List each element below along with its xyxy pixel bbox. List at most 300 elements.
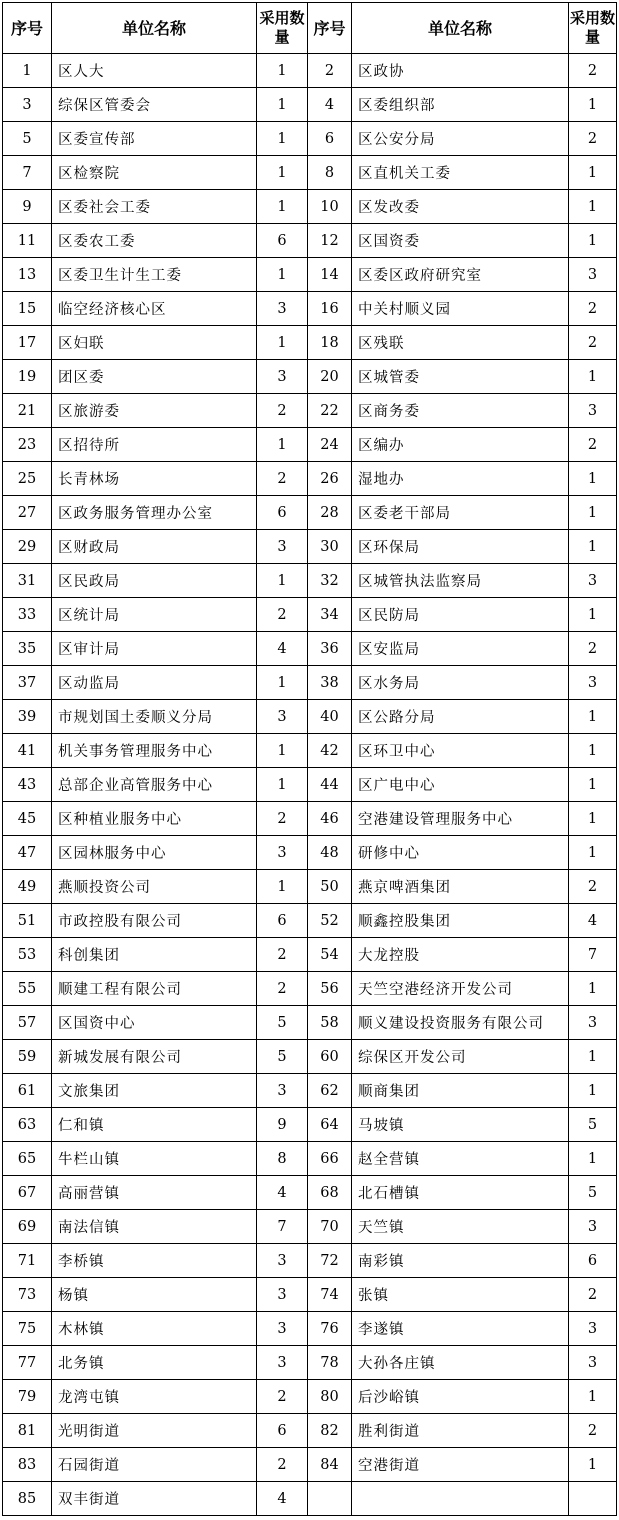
quantity-cell-left: 1	[257, 88, 308, 122]
quantity-cell-right: 3	[569, 666, 617, 700]
serial-cell-left: 41	[3, 734, 52, 768]
quantity-cell-left: 3	[257, 530, 308, 564]
unit-name-cell-right: 区环保局	[352, 530, 569, 564]
quantity-cell-right: 1	[569, 1448, 617, 1482]
quantity-cell-left: 2	[257, 462, 308, 496]
quantity-cell-right: 1	[569, 734, 617, 768]
serial-cell-left: 47	[3, 836, 52, 870]
quantity-cell-right: 2	[569, 292, 617, 326]
serial-cell-left: 29	[3, 530, 52, 564]
unit-adoption-table	[2, 2, 617, 1516]
quantity-cell-left: 1	[257, 54, 308, 88]
unit-name-cell-left: 区种植业服务中心	[52, 802, 257, 836]
quantity-cell-left: 3	[257, 1312, 308, 1346]
quantity-cell-right	[569, 1482, 617, 1516]
unit-name-cell-left: 区委卫生计生工委	[52, 258, 257, 292]
quantity-cell-right: 1	[569, 156, 617, 190]
table-row	[3, 1482, 617, 1516]
quantity-cell-right: 3	[569, 394, 617, 428]
unit-name-cell-left: 杨镇	[52, 1278, 257, 1312]
serial-cell-left: 27	[3, 496, 52, 530]
table-row	[3, 904, 617, 938]
unit-name-cell-right: 中关村顺义园	[352, 292, 569, 326]
quantity-cell-left: 4	[257, 1176, 308, 1210]
unit-name-cell-left: 区委宣传部	[52, 122, 257, 156]
unit-name-cell-right: 大龙控股	[352, 938, 569, 972]
unit-name-cell-left: 区统计局	[52, 598, 257, 632]
unit-name-cell-right: 区城管委	[352, 360, 569, 394]
unit-name-cell-right: 区环卫中心	[352, 734, 569, 768]
quantity-cell-right: 1	[569, 190, 617, 224]
unit-name-cell-right: 区安监局	[352, 632, 569, 666]
unit-name-cell-left: 市政控股有限公司	[52, 904, 257, 938]
unit-name-cell-left: 龙湾屯镇	[52, 1380, 257, 1414]
serial-cell-left: 23	[3, 428, 52, 462]
serial-cell-right: 52	[308, 904, 352, 938]
unit-name-cell-left: 区妇联	[52, 326, 257, 360]
serial-cell-left: 37	[3, 666, 52, 700]
unit-name-cell-left: 临空经济核心区	[52, 292, 257, 326]
quantity-cell-left: 6	[257, 496, 308, 530]
serial-cell-right: 28	[308, 496, 352, 530]
serial-cell-left: 33	[3, 598, 52, 632]
quantity-cell-right: 1	[569, 1040, 617, 1074]
unit-name-cell-right: 区公路分局	[352, 700, 569, 734]
serial-cell-right: 82	[308, 1414, 352, 1448]
unit-name-cell-left: 光明街道	[52, 1414, 257, 1448]
quantity-cell-left: 4	[257, 632, 308, 666]
quantity-cell-right: 5	[569, 1108, 617, 1142]
unit-name-cell-left: 燕顺投资公司	[52, 870, 257, 904]
table-row	[3, 1278, 617, 1312]
serial-cell-left: 57	[3, 1006, 52, 1040]
serial-cell-left: 67	[3, 1176, 52, 1210]
unit-name-cell-right: 张镇	[352, 1278, 569, 1312]
unit-name-cell-right: 区国资委	[352, 224, 569, 258]
unit-name-cell-right: 区政协	[352, 54, 569, 88]
serial-cell-right: 56	[308, 972, 352, 1006]
quantity-cell-left: 3	[257, 700, 308, 734]
table-row	[3, 1108, 617, 1142]
unit-name-cell-left: 区审计局	[52, 632, 257, 666]
unit-name-cell-left: 北务镇	[52, 1346, 257, 1380]
unit-name-cell-right: 顺义建设投资服务有限公司	[352, 1006, 569, 1040]
unit-name-cell-right: 顺鑫控股集团	[352, 904, 569, 938]
serial-cell-left: 1	[3, 54, 52, 88]
unit-name-cell-left: 高丽营镇	[52, 1176, 257, 1210]
unit-name-cell-left: 南法信镇	[52, 1210, 257, 1244]
serial-cell-right: 48	[308, 836, 352, 870]
serial-cell-left: 77	[3, 1346, 52, 1380]
quantity-cell-left: 2	[257, 972, 308, 1006]
quantity-cell-left: 1	[257, 564, 308, 598]
serial-cell-left: 85	[3, 1482, 52, 1516]
quantity-cell-right: 1	[569, 224, 617, 258]
table-row	[3, 1210, 617, 1244]
serial-cell-left: 9	[3, 190, 52, 224]
serial-cell-right: 46	[308, 802, 352, 836]
unit-name-cell-left: 区委农工委	[52, 224, 257, 258]
serial-cell-right: 22	[308, 394, 352, 428]
serial-cell-right: 58	[308, 1006, 352, 1040]
serial-cell-left: 7	[3, 156, 52, 190]
unit-name-cell-left: 区动监局	[52, 666, 257, 700]
quantity-cell-left: 3	[257, 1278, 308, 1312]
unit-name-cell-left: 区政务服务管理办公室	[52, 496, 257, 530]
unit-name-cell-left: 区检察院	[52, 156, 257, 190]
unit-name-cell-right: 综保区开发公司	[352, 1040, 569, 1074]
serial-cell-left: 61	[3, 1074, 52, 1108]
unit-name-cell-left: 仁和镇	[52, 1108, 257, 1142]
quantity-cell-left: 3	[257, 1074, 308, 1108]
quantity-cell-right: 3	[569, 1346, 617, 1380]
serial-cell-left: 31	[3, 564, 52, 598]
table-row	[3, 258, 617, 292]
quantity-cell-right: 1	[569, 462, 617, 496]
unit-name-cell-right: 大孙各庄镇	[352, 1346, 569, 1380]
table-row	[3, 224, 617, 258]
table-row	[3, 700, 617, 734]
serial-cell-right: 10	[308, 190, 352, 224]
unit-name-cell-left: 李桥镇	[52, 1244, 257, 1278]
serial-cell-left: 55	[3, 972, 52, 1006]
quantity-cell-right: 6	[569, 1244, 617, 1278]
unit-name-cell-right: 马坡镇	[352, 1108, 569, 1142]
unit-name-cell-right: 区委老干部局	[352, 496, 569, 530]
serial-cell-left: 19	[3, 360, 52, 394]
unit-name-cell-right: 空港建设管理服务中心	[352, 802, 569, 836]
serial-cell-right: 32	[308, 564, 352, 598]
table-row	[3, 1312, 617, 1346]
serial-cell-left: 35	[3, 632, 52, 666]
unit-name-cell-right: 燕京啤酒集团	[352, 870, 569, 904]
unit-name-cell-right: 区广电中心	[352, 768, 569, 802]
quantity-cell-left: 1	[257, 768, 308, 802]
quantity-cell-left: 1	[257, 258, 308, 292]
quantity-cell-right: 2	[569, 1278, 617, 1312]
unit-name-cell-left: 区民政局	[52, 564, 257, 598]
quantity-cell-left: 3	[257, 1346, 308, 1380]
serial-cell-left: 25	[3, 462, 52, 496]
quantity-cell-left: 1	[257, 666, 308, 700]
quantity-cell-right: 1	[569, 768, 617, 802]
serial-cell-left: 39	[3, 700, 52, 734]
unit-name-cell-right: 区民防局	[352, 598, 569, 632]
table-row	[3, 122, 617, 156]
unit-name-cell-left: 文旅集团	[52, 1074, 257, 1108]
quantity-cell-left: 8	[257, 1142, 308, 1176]
unit-name-cell-left: 木林镇	[52, 1312, 257, 1346]
table-row	[3, 632, 617, 666]
quantity-cell-right: 3	[569, 1312, 617, 1346]
serial-cell-right: 74	[308, 1278, 352, 1312]
serial-cell-right: 62	[308, 1074, 352, 1108]
table-row	[3, 598, 617, 632]
quantity-cell-left: 2	[257, 938, 308, 972]
serial-cell-left: 43	[3, 768, 52, 802]
unit-name-cell-left: 区人大	[52, 54, 257, 88]
unit-name-cell-right: 研修中心	[352, 836, 569, 870]
serial-cell-left: 53	[3, 938, 52, 972]
quantity-cell-left: 3	[257, 292, 308, 326]
table-row	[3, 190, 617, 224]
serial-cell-right: 36	[308, 632, 352, 666]
header-quantity-right: 采用数量	[569, 3, 617, 54]
serial-cell-left: 21	[3, 394, 52, 428]
serial-cell-right: 30	[308, 530, 352, 564]
table-header-row	[3, 3, 617, 54]
serial-cell-right	[308, 1482, 352, 1516]
unit-name-cell-right: 区残联	[352, 326, 569, 360]
table-row	[3, 428, 617, 462]
serial-cell-left: 13	[3, 258, 52, 292]
table-row	[3, 1176, 617, 1210]
table-row	[3, 768, 617, 802]
serial-cell-right: 16	[308, 292, 352, 326]
unit-name-cell-right: 顺商集团	[352, 1074, 569, 1108]
serial-cell-left: 5	[3, 122, 52, 156]
header-unit-name-right: 单位名称	[352, 3, 569, 54]
header-serial-left: 序号	[3, 3, 52, 54]
quantity-cell-left: 1	[257, 734, 308, 768]
serial-cell-right: 8	[308, 156, 352, 190]
quantity-cell-right: 2	[569, 1414, 617, 1448]
serial-cell-right: 18	[308, 326, 352, 360]
table-row	[3, 1244, 617, 1278]
table-row	[3, 496, 617, 530]
quantity-cell-left: 1	[257, 190, 308, 224]
quantity-cell-right: 1	[569, 836, 617, 870]
quantity-cell-left: 1	[257, 428, 308, 462]
serial-cell-left: 71	[3, 1244, 52, 1278]
unit-name-cell-right: 区城管执法监察局	[352, 564, 569, 598]
table-row	[3, 530, 617, 564]
quantity-cell-left: 2	[257, 1448, 308, 1482]
serial-cell-left: 11	[3, 224, 52, 258]
unit-name-cell-left: 长青林场	[52, 462, 257, 496]
serial-cell-right: 38	[308, 666, 352, 700]
table-row	[3, 938, 617, 972]
unit-name-cell-left: 区国资中心	[52, 1006, 257, 1040]
serial-cell-left: 59	[3, 1040, 52, 1074]
serial-cell-right: 84	[308, 1448, 352, 1482]
table-row	[3, 972, 617, 1006]
quantity-cell-right: 1	[569, 1380, 617, 1414]
quantity-cell-right: 1	[569, 598, 617, 632]
quantity-cell-left: 9	[257, 1108, 308, 1142]
unit-name-cell-left: 新城发展有限公司	[52, 1040, 257, 1074]
quantity-cell-left: 1	[257, 156, 308, 190]
quantity-cell-left: 1	[257, 122, 308, 156]
unit-name-cell-right: 区委区政府研究室	[352, 258, 569, 292]
quantity-cell-left: 1	[257, 870, 308, 904]
unit-name-cell-left: 区委社会工委	[52, 190, 257, 224]
table-row	[3, 326, 617, 360]
table-row	[3, 734, 617, 768]
serial-cell-left: 75	[3, 1312, 52, 1346]
quantity-cell-left: 5	[257, 1006, 308, 1040]
quantity-cell-left: 5	[257, 1040, 308, 1074]
unit-name-cell-left: 牛栏山镇	[52, 1142, 257, 1176]
quantity-cell-left: 6	[257, 224, 308, 258]
quantity-cell-right: 1	[569, 972, 617, 1006]
quantity-cell-right: 1	[569, 700, 617, 734]
table-row	[3, 1142, 617, 1176]
unit-name-cell-right: 区编办	[352, 428, 569, 462]
quantity-cell-right: 1	[569, 530, 617, 564]
quantity-cell-left: 2	[257, 598, 308, 632]
table-row	[3, 1448, 617, 1482]
serial-cell-left: 15	[3, 292, 52, 326]
header-unit-name-left: 单位名称	[52, 3, 257, 54]
serial-cell-left: 83	[3, 1448, 52, 1482]
quantity-cell-right: 1	[569, 1074, 617, 1108]
serial-cell-right: 42	[308, 734, 352, 768]
unit-name-cell-left: 市规划国土委顺义分局	[52, 700, 257, 734]
unit-name-cell-right: 区委组织部	[352, 88, 569, 122]
unit-name-cell-left: 石园街道	[52, 1448, 257, 1482]
unit-name-cell-right: 后沙峪镇	[352, 1380, 569, 1414]
serial-cell-left: 17	[3, 326, 52, 360]
serial-cell-right: 76	[308, 1312, 352, 1346]
quantity-cell-right: 1	[569, 88, 617, 122]
quantity-cell-right: 1	[569, 360, 617, 394]
quantity-cell-right: 1	[569, 496, 617, 530]
serial-cell-left: 45	[3, 802, 52, 836]
table-row	[3, 394, 617, 428]
serial-cell-right: 2	[308, 54, 352, 88]
serial-cell-right: 78	[308, 1346, 352, 1380]
serial-cell-right: 44	[308, 768, 352, 802]
serial-cell-left: 63	[3, 1108, 52, 1142]
serial-cell-left: 3	[3, 88, 52, 122]
unit-name-cell-right: 南彩镇	[352, 1244, 569, 1278]
serial-cell-left: 69	[3, 1210, 52, 1244]
unit-name-cell-left: 总部企业高管服务中心	[52, 768, 257, 802]
quantity-cell-right: 3	[569, 1210, 617, 1244]
unit-name-cell-right: 天竺镇	[352, 1210, 569, 1244]
unit-name-cell-right: 北石槽镇	[352, 1176, 569, 1210]
unit-name-cell-left: 区招待所	[52, 428, 257, 462]
serial-cell-right: 34	[308, 598, 352, 632]
quantity-cell-right: 1	[569, 1142, 617, 1176]
quantity-cell-left: 3	[257, 1244, 308, 1278]
quantity-cell-left: 1	[257, 326, 308, 360]
serial-cell-right: 20	[308, 360, 352, 394]
serial-cell-right: 14	[308, 258, 352, 292]
serial-cell-right: 64	[308, 1108, 352, 1142]
table-row	[3, 1414, 617, 1448]
quantity-cell-right: 4	[569, 904, 617, 938]
unit-name-cell-right: 区商务委	[352, 394, 569, 428]
table-row	[3, 1040, 617, 1074]
table-row	[3, 666, 617, 700]
serial-cell-left: 81	[3, 1414, 52, 1448]
table-row	[3, 54, 617, 88]
quantity-cell-right: 5	[569, 1176, 617, 1210]
serial-cell-left: 73	[3, 1278, 52, 1312]
table-row	[3, 870, 617, 904]
quantity-cell-right: 3	[569, 1006, 617, 1040]
quantity-cell-left: 6	[257, 904, 308, 938]
quantity-cell-right: 2	[569, 870, 617, 904]
quantity-cell-right: 2	[569, 326, 617, 360]
table-body	[3, 54, 617, 1516]
header-quantity-left: 采用数量	[257, 3, 308, 54]
unit-name-cell-left: 综保区管委会	[52, 88, 257, 122]
unit-name-cell-left: 科创集团	[52, 938, 257, 972]
unit-name-cell-right: 空港街道	[352, 1448, 569, 1482]
serial-cell-right: 54	[308, 938, 352, 972]
quantity-cell-right: 2	[569, 632, 617, 666]
serial-cell-right: 4	[308, 88, 352, 122]
table-row	[3, 564, 617, 598]
unit-name-cell-left: 双丰街道	[52, 1482, 257, 1516]
quantity-cell-left: 4	[257, 1482, 308, 1516]
quantity-cell-left: 2	[257, 802, 308, 836]
table-row	[3, 1006, 617, 1040]
serial-cell-right: 80	[308, 1380, 352, 1414]
serial-cell-left: 65	[3, 1142, 52, 1176]
quantity-cell-left: 3	[257, 836, 308, 870]
quantity-cell-left: 2	[257, 1380, 308, 1414]
table-row	[3, 1074, 617, 1108]
quantity-cell-right: 2	[569, 428, 617, 462]
unit-name-cell-right: 赵全营镇	[352, 1142, 569, 1176]
table-row	[3, 1346, 617, 1380]
serial-cell-right: 50	[308, 870, 352, 904]
quantity-cell-right: 3	[569, 564, 617, 598]
quantity-cell-right: 1	[569, 802, 617, 836]
unit-name-cell-right: 天竺空港经济开发公司	[352, 972, 569, 1006]
serial-cell-left: 49	[3, 870, 52, 904]
table-row	[3, 462, 617, 496]
table-row	[3, 802, 617, 836]
unit-name-cell-right: 区发改委	[352, 190, 569, 224]
unit-name-cell-right: 李遂镇	[352, 1312, 569, 1346]
unit-name-cell-right	[352, 1482, 569, 1516]
unit-name-cell-left: 区财政局	[52, 530, 257, 564]
serial-cell-right: 72	[308, 1244, 352, 1278]
unit-name-cell-left: 区园林服务中心	[52, 836, 257, 870]
quantity-cell-right: 2	[569, 54, 617, 88]
unit-name-cell-right: 区公安分局	[352, 122, 569, 156]
unit-name-cell-right: 湿地办	[352, 462, 569, 496]
unit-name-cell-right: 胜利街道	[352, 1414, 569, 1448]
unit-name-cell-right: 区水务局	[352, 666, 569, 700]
serial-cell-right: 26	[308, 462, 352, 496]
serial-cell-right: 68	[308, 1176, 352, 1210]
quantity-cell-left: 7	[257, 1210, 308, 1244]
quantity-cell-left: 6	[257, 1414, 308, 1448]
quantity-cell-right: 2	[569, 122, 617, 156]
unit-name-cell-left: 团区委	[52, 360, 257, 394]
serial-cell-left: 51	[3, 904, 52, 938]
table-row	[3, 156, 617, 190]
unit-name-cell-left: 区旅游委	[52, 394, 257, 428]
serial-cell-right: 66	[308, 1142, 352, 1176]
table-row	[3, 836, 617, 870]
quantity-cell-left: 3	[257, 360, 308, 394]
unit-name-cell-left: 顺建工程有限公司	[52, 972, 257, 1006]
table-row	[3, 1380, 617, 1414]
unit-name-cell-right: 区直机关工委	[352, 156, 569, 190]
serial-cell-right: 24	[308, 428, 352, 462]
serial-cell-left: 79	[3, 1380, 52, 1414]
table-row	[3, 292, 617, 326]
quantity-cell-right: 7	[569, 938, 617, 972]
serial-cell-right: 12	[308, 224, 352, 258]
